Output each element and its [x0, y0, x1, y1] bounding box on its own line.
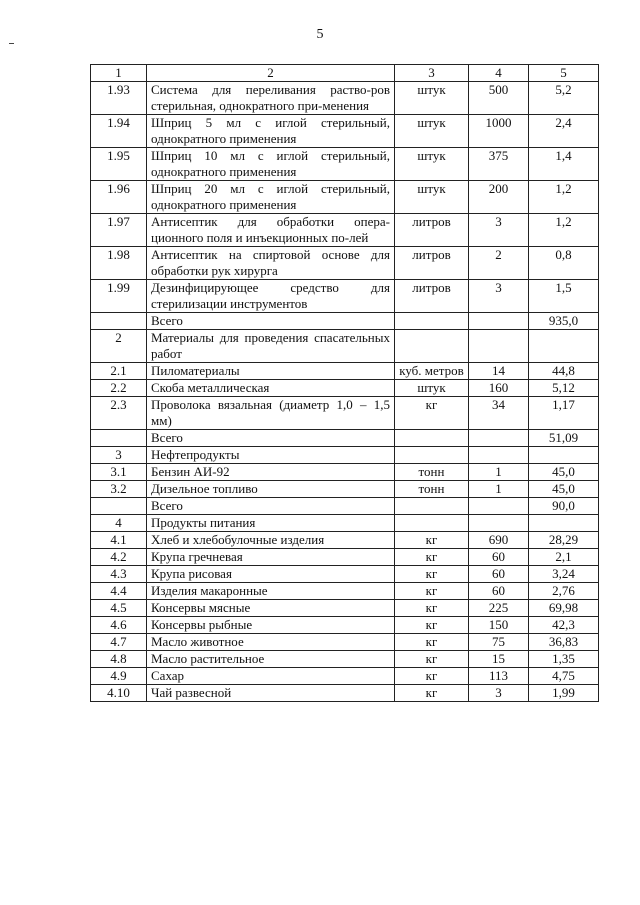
amount-cell: 44,8	[529, 363, 599, 380]
quantity-cell: 375	[469, 148, 529, 181]
unit-cell: кг	[395, 549, 469, 566]
amount-cell: 0,8	[529, 247, 599, 280]
row-number: 3.1	[91, 464, 147, 481]
table-body	[91, 82, 599, 702]
row-number: 2.2	[91, 380, 147, 397]
table-row	[91, 549, 599, 566]
item-name: Крупа гречневая	[147, 549, 395, 566]
row-number: 3.2	[91, 481, 147, 498]
page-number: 5	[316, 27, 324, 42]
unit-cell: кг	[395, 397, 469, 430]
row-number: 4.4	[91, 583, 147, 600]
item-name: Шприц 20 мл с иглой стерильный, однократного применения	[147, 181, 395, 214]
quantity-cell: 3	[469, 685, 529, 702]
amount-cell: 4,75	[529, 668, 599, 685]
item-name: Всего	[147, 313, 395, 330]
row-number: 2.1	[91, 363, 147, 380]
quantity-cell	[469, 447, 529, 464]
row-number: 1.97	[91, 214, 147, 247]
table-row	[91, 115, 599, 148]
table-row	[91, 247, 599, 280]
item-name: Масло растительное	[147, 651, 395, 668]
table-row	[91, 397, 599, 430]
row-number	[91, 430, 147, 447]
table-row	[91, 380, 599, 397]
item-name: Продукты питания	[147, 515, 395, 532]
amount-cell: 69,98	[529, 600, 599, 617]
row-number: 1.93	[91, 82, 147, 115]
row-number: 2.3	[91, 397, 147, 430]
quantity-cell: 500	[469, 82, 529, 115]
quantity-cell: 160	[469, 380, 529, 397]
item-name: Шприц 10 мл с иглой стерильный, однократного применения	[147, 148, 395, 181]
table-row	[91, 685, 599, 702]
table-row	[91, 464, 599, 481]
item-name: Чай развесной	[147, 685, 395, 702]
row-number: 4.3	[91, 566, 147, 583]
item-name: Дезинфицирующее средство для стерилизации инструментов	[147, 280, 395, 313]
amount-cell: 1,17	[529, 397, 599, 430]
column-header: 2	[147, 65, 395, 82]
row-number: 4.6	[91, 617, 147, 634]
unit-cell	[395, 330, 469, 363]
quantity-cell: 60	[469, 566, 529, 583]
unit-cell: тонн	[395, 481, 469, 498]
amount-cell: 935,0	[529, 313, 599, 330]
amount-cell: 51,09	[529, 430, 599, 447]
unit-cell: кг	[395, 634, 469, 651]
row-number: 1.94	[91, 115, 147, 148]
quantity-cell	[469, 498, 529, 515]
amount-cell: 1,5	[529, 280, 599, 313]
unit-cell: литров	[395, 280, 469, 313]
quantity-cell: 1	[469, 481, 529, 498]
amount-cell	[529, 330, 599, 363]
table-row	[91, 447, 599, 464]
amount-cell: 90,0	[529, 498, 599, 515]
amount-cell: 1,99	[529, 685, 599, 702]
amount-cell	[529, 515, 599, 532]
table-row	[91, 515, 599, 532]
unit-cell: литров	[395, 214, 469, 247]
item-name: Материалы для проведения спасательных работ	[147, 330, 395, 363]
table-row	[91, 532, 599, 549]
table-row	[91, 600, 599, 617]
amount-cell: 5,12	[529, 380, 599, 397]
quantity-cell: 14	[469, 363, 529, 380]
amount-cell: 5,2	[529, 82, 599, 115]
amount-cell: 1,2	[529, 181, 599, 214]
table-row	[91, 280, 599, 313]
quantity-cell: 690	[469, 532, 529, 549]
quantity-cell: 60	[469, 583, 529, 600]
column-header: 4	[469, 65, 529, 82]
row-number: 1.96	[91, 181, 147, 214]
item-name: Антисептик на спиртовой основе для обработки рук хирурга	[147, 247, 395, 280]
row-number	[91, 313, 147, 330]
supplies-table	[90, 64, 599, 702]
table-row	[91, 181, 599, 214]
item-name: Сахар	[147, 668, 395, 685]
row-number: 4.5	[91, 600, 147, 617]
column-header: 3	[395, 65, 469, 82]
amount-cell: 3,24	[529, 566, 599, 583]
table-row	[91, 82, 599, 115]
table-row	[91, 481, 599, 498]
quantity-cell: 75	[469, 634, 529, 651]
item-name: Дизельное топливо	[147, 481, 395, 498]
item-name: Скоба металлическая	[147, 380, 395, 397]
row-number: 4.9	[91, 668, 147, 685]
quantity-cell	[469, 515, 529, 532]
item-name: Антисептик для обработки опера-ционного поля и инъекционных по-лей	[147, 214, 395, 247]
table-row	[91, 430, 599, 447]
unit-cell: кг	[395, 600, 469, 617]
table-row	[91, 634, 599, 651]
item-name: Всего	[147, 430, 395, 447]
unit-cell: куб. метров	[395, 363, 469, 380]
amount-cell: 1,35	[529, 651, 599, 668]
quantity-cell: 34	[469, 397, 529, 430]
quantity-cell: 3	[469, 214, 529, 247]
amount-cell: 42,3	[529, 617, 599, 634]
item-name: Масло животное	[147, 634, 395, 651]
row-number: 4.2	[91, 549, 147, 566]
unit-cell: штук	[395, 181, 469, 214]
unit-cell	[395, 515, 469, 532]
quantity-cell: 3	[469, 280, 529, 313]
item-name: Крупа рисовая	[147, 566, 395, 583]
table-header-row	[91, 65, 599, 82]
item-name: Изделия макаронные	[147, 583, 395, 600]
margin-mark	[9, 43, 14, 44]
unit-cell	[395, 447, 469, 464]
row-number	[91, 498, 147, 515]
unit-cell: кг	[395, 685, 469, 702]
unit-cell: кг	[395, 617, 469, 634]
unit-cell	[395, 313, 469, 330]
unit-cell: кг	[395, 651, 469, 668]
column-header: 5	[529, 65, 599, 82]
row-number: 1.99	[91, 280, 147, 313]
item-name: Всего	[147, 498, 395, 515]
amount-cell: 2,1	[529, 549, 599, 566]
unit-cell: кг	[395, 668, 469, 685]
table-row	[91, 583, 599, 600]
amount-cell: 36,83	[529, 634, 599, 651]
quantity-cell: 1000	[469, 115, 529, 148]
row-number: 1.98	[91, 247, 147, 280]
row-number: 2	[91, 330, 147, 363]
table-row	[91, 498, 599, 515]
table-row	[91, 617, 599, 634]
unit-cell: тонн	[395, 464, 469, 481]
unit-cell: кг	[395, 532, 469, 549]
quantity-cell	[469, 330, 529, 363]
unit-cell	[395, 498, 469, 515]
item-name: Система для переливания раство-ров стерильная, однократного при-менения	[147, 82, 395, 115]
row-number: 1.95	[91, 148, 147, 181]
unit-cell: штук	[395, 380, 469, 397]
quantity-cell: 1	[469, 464, 529, 481]
item-name: Бензин АИ-92	[147, 464, 395, 481]
unit-cell: кг	[395, 566, 469, 583]
item-name: Консервы мясные	[147, 600, 395, 617]
table-row	[91, 651, 599, 668]
unit-cell: штук	[395, 148, 469, 181]
item-name: Нефтепродукты	[147, 447, 395, 464]
unit-cell: штук	[395, 82, 469, 115]
unit-cell: литров	[395, 247, 469, 280]
table-row	[91, 330, 599, 363]
amount-cell: 28,29	[529, 532, 599, 549]
amount-cell: 2,4	[529, 115, 599, 148]
item-name: Шприц 5 мл с иглой стерильный, однократного применения	[147, 115, 395, 148]
quantity-cell: 2	[469, 247, 529, 280]
amount-cell: 1,2	[529, 214, 599, 247]
row-number: 4.10	[91, 685, 147, 702]
table-row	[91, 313, 599, 330]
quantity-cell: 150	[469, 617, 529, 634]
unit-cell: кг	[395, 583, 469, 600]
row-number: 3	[91, 447, 147, 464]
column-header: 1	[91, 65, 147, 82]
amount-cell: 2,76	[529, 583, 599, 600]
amount-cell: 45,0	[529, 481, 599, 498]
row-number: 4.7	[91, 634, 147, 651]
quantity-cell: 200	[469, 181, 529, 214]
item-name: Проволока вязальная (диаметр 1,0 – 1,5 мм)	[147, 397, 395, 430]
table-row	[91, 214, 599, 247]
quantity-cell	[469, 313, 529, 330]
row-number: 4.8	[91, 651, 147, 668]
item-name: Консервы рыбные	[147, 617, 395, 634]
row-number: 4.1	[91, 532, 147, 549]
amount-cell	[529, 447, 599, 464]
quantity-cell: 15	[469, 651, 529, 668]
unit-cell: штук	[395, 115, 469, 148]
amount-cell: 45,0	[529, 464, 599, 481]
table-row	[91, 363, 599, 380]
table-row	[91, 148, 599, 181]
item-name: Хлеб и хлебобулочные изделия	[147, 532, 395, 549]
row-number: 4	[91, 515, 147, 532]
table-row	[91, 668, 599, 685]
quantity-cell: 225	[469, 600, 529, 617]
item-name: Пиломатериалы	[147, 363, 395, 380]
table-row	[91, 566, 599, 583]
quantity-cell: 60	[469, 549, 529, 566]
amount-cell: 1,4	[529, 148, 599, 181]
unit-cell	[395, 430, 469, 447]
quantity-cell: 113	[469, 668, 529, 685]
quantity-cell	[469, 430, 529, 447]
